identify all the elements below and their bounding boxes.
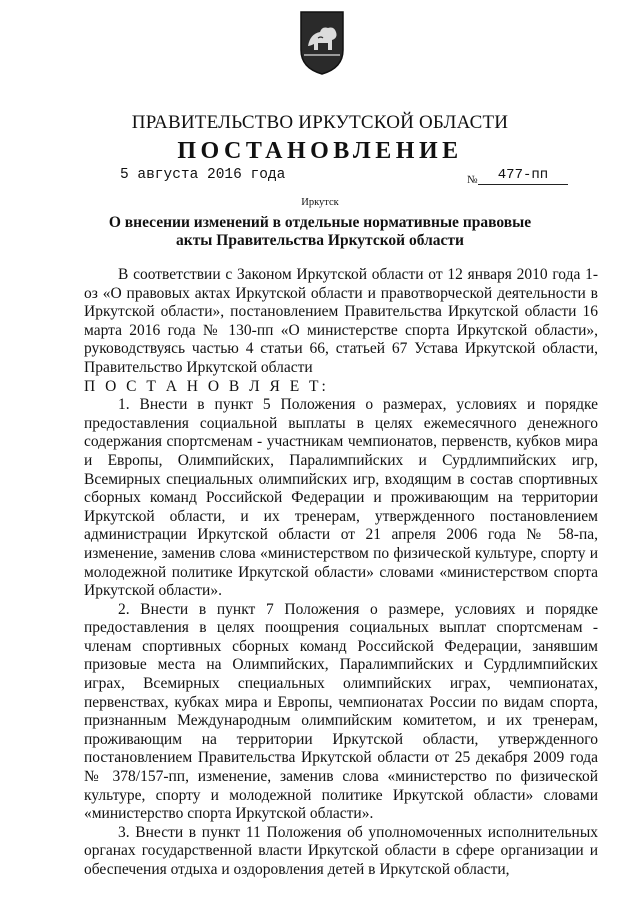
number-label: № bbox=[467, 174, 478, 186]
item-paragraph-3: 3. Внести в пункт 11 Положения об уполномоченных исполнительных органах государственной власти Иркутской области в сфере организации и обеспечения отдыха и оздоровления детей в Иркутской области, bbox=[84, 823, 598, 878]
document-title: О внесении изменений в отдельные нормативные правовые акты Правительства Иркутской области bbox=[108, 214, 532, 249]
resolves-heading: П О С Т А Н О В Л Я Е Т: bbox=[84, 377, 329, 395]
document-number: 477-пп bbox=[478, 166, 568, 185]
item-paragraph-1: 1. Внести в пункт 5 Положения о размерах, условиях и порядке предоставления социальной выплаты в целях ежемесячного денежного содержания спортсменам - участникам чемпионатов, первенств, кубков мира и Европы, Олимпийских, Паралимпийских и Сурдлимпийских игр, Всемирных специальных олимпийских игр, входящим в состав спортивных сборных команд Российской Федерации и проживающим на территории Иркутской области, и их тренерам, утвержденного постановлением администрации Иркутской области от 21 апреля 2006 года № 58-па, изменение, заменив слова «министерством по физической культуре, спорту и молодежной политике Иркутской области» словами «министерством спорта Иркутской области». bbox=[84, 396, 598, 600]
coat-of-arms-emblem bbox=[298, 10, 346, 76]
government-name: ПРАВИТЕЛЬСТВО ИРКУТСКОЙ ОБЛАСТИ bbox=[131, 112, 509, 133]
document-body bbox=[84, 266, 598, 880]
item-paragraph-2: 2. Внести в пункт 7 Положения о размере, условиях и порядке предоставления в целях поощрения социальных выплат спортсменам - членам спортивных сборных команд Российской Федерации, занявшим призовые места на Олимпийских, Паралимпийских и Сурдлимпийских играх, Всемирных специальных олимпийских играх, чемпионатах, первенствах, кубках мира и Европы, чемпионатах России по видам спорта, признанным Международным олимпийским комитетом, и их тренерам, проживающим на территории Иркутской области, утвержденного постановлением Правительства Иркутской области от 25 декабря 2009 года № 378/157-пп, изменение, заменив слова «министерство по физической культуре, спорту и молодежной политике Иркутской области» словами «министерство спорта Иркутской области». bbox=[84, 600, 598, 823]
document-date: 5 августа 2016 года bbox=[120, 167, 286, 183]
city-name: Иркутск bbox=[301, 197, 339, 208]
preamble-paragraph: В соответствии с Законом Иркутской области от 12 января 2010 года 1-оз «О правовых актах Иркутской области и правотворческой деятельности в Иркутской области», постановлением Правительства Иркутской области 16 марта 2016 года № 130-пп «О министерстве спорта Иркутской области», руководствуясь частью 4 статьи 66, статьей 67 Устава Иркутской области, Правительство Иркутской области bbox=[84, 266, 598, 376]
document-type: ПОСТАНОВЛЕНИЕ bbox=[177, 138, 463, 164]
